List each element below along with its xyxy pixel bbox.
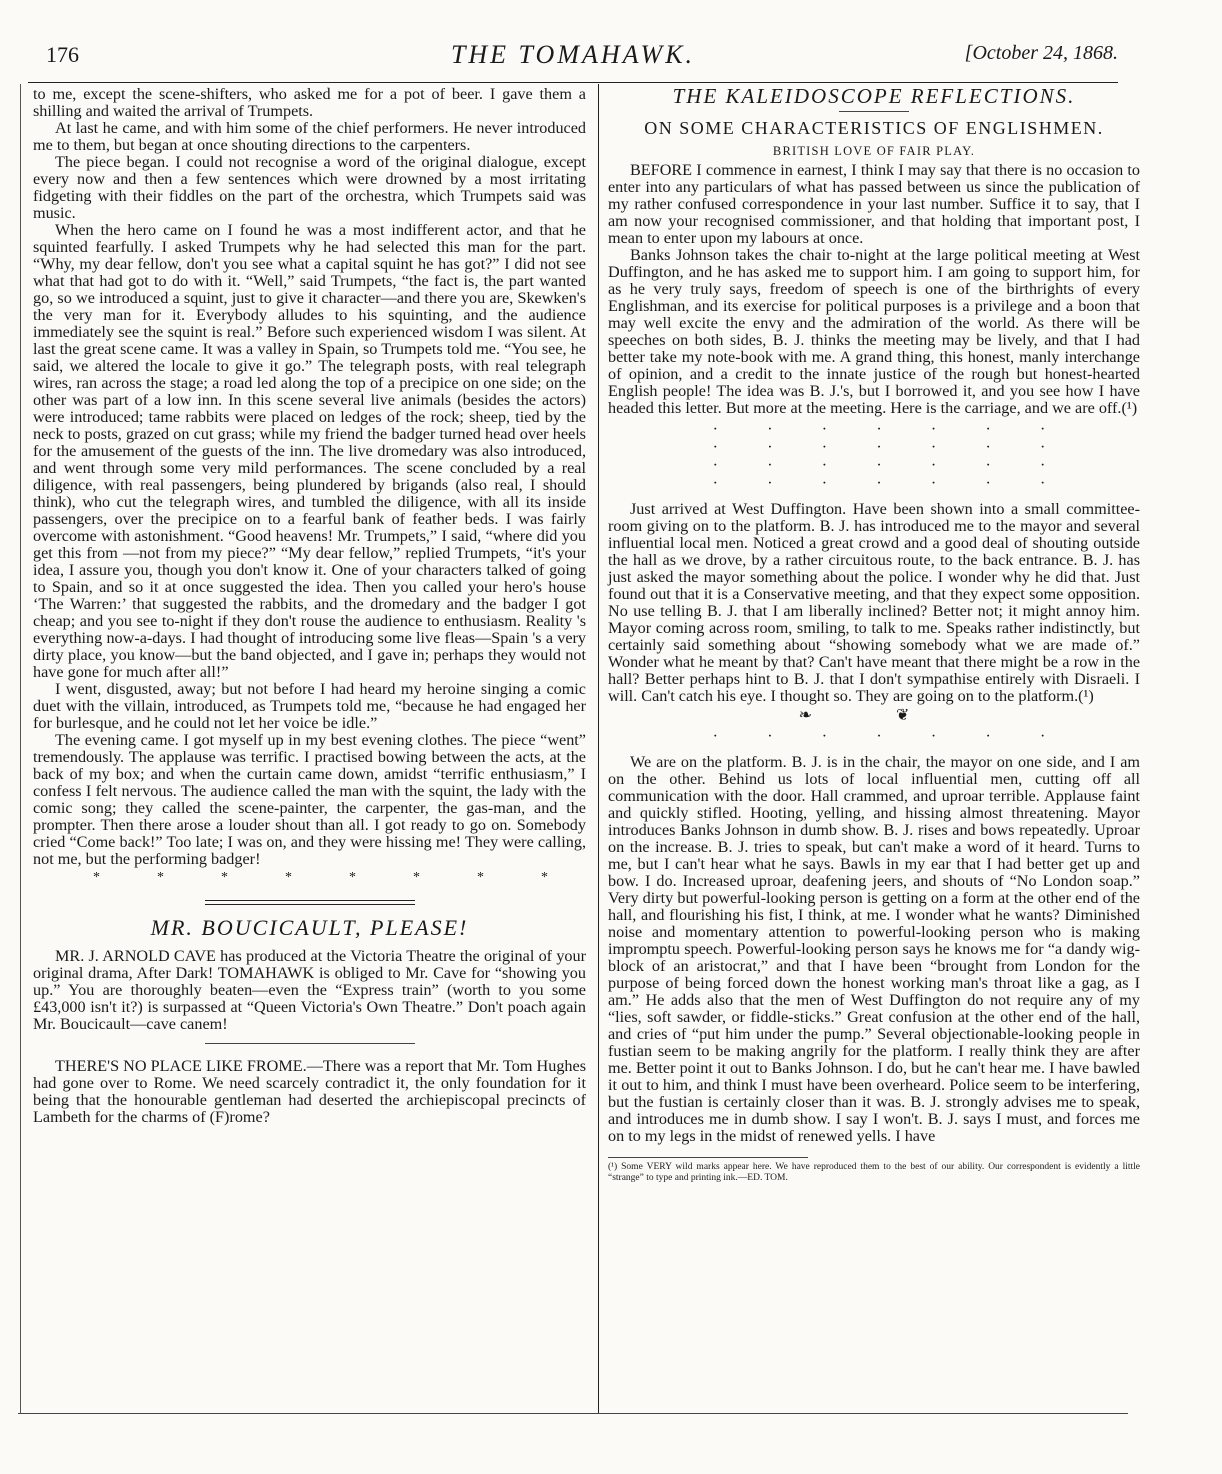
right-column bbox=[608, 86, 1140, 1184]
ornament-mark: ❧ ❦ bbox=[798, 707, 950, 724]
paragraph: Banks Johnson takes the chair to-night at the large political meeting at West Duffington, and he has asked me to support him. I am going to support him, for as he very truly says, freedom of speech is one of the birthrights of every Englishman, and its exercise for political purposes is a privilege and a boon that may well excite the envy and the admiration of the world. As there will be speeches on both sides, B. J. thinks the meeting may be lively, and that I had better take my note-book with me. A grand thing, this honest, manly interchange of opinion, and a credit to the innate justice of the rough but honest-hearted English people! The idea was B. J.'s, but I borrowed it, and you see how I have headed this letter. But more at the meeting. Here is the carriage, and we are off.(¹) bbox=[608, 246, 1140, 417]
left-column bbox=[33, 86, 586, 1126]
double-rule bbox=[205, 900, 415, 905]
paragraph: MR. J. ARNOLD CAVE has produced at the Victoria Theatre the original of your original drama, After Dark! TOMAHAWK is obliged to Mr. Cave for “showing you up.” You are thoroughly beaten—even the “Express train” (worth to you some £43,000 isn't it?) is surpassed at “Queen Victoria's Own Theatre.” Don't poach again Mr. Boucicault—cave canem! bbox=[33, 947, 586, 1033]
paragraph: The piece began. I could not recognise a word of the original dialogue, except every now and then a few sentences which were drowned by a most irritating fidgeting with their fiddles on the part of the orchestra, which Trumpets said was music. bbox=[33, 153, 586, 222]
article-subtitle: ON SOME CHARACTERISTICS OF ENGLISHMEN. bbox=[644, 118, 1104, 138]
title-rule bbox=[839, 111, 909, 112]
paragraph: At last he came, and with him some of the chief performers. He never introduced me to them, but began at once shouting directions to the carpenters. bbox=[33, 119, 586, 154]
left-edge-rule bbox=[20, 84, 21, 1414]
paragraph: to me, except the scene-shifters, who asked me for a pot of beer. I gave them a shilling and waited the arrival of Trumpets. bbox=[33, 85, 586, 120]
paragraph: Just arrived at West Duffington. Have been shown into a small committee-room giving on to the platform. B. J. has introduced me to the mayor and several influential local men. Noticed a great crowd and a good deal of shouting outside the hall as we drove, by a rather circuitous route, to the back entrance. B. J. has just asked the mayor something about the police. I wonder why he did that. Just found out that it is a Conservative meeting, and that they expect some opposition. No use telling B. J. that I am liberally inclined? Better not; it might annoy him. Mayor coming across room, smiling, to talk to me. Speaks rather indistinctly, but certainly said something about “showing somebody what we are made of.” Wonder what he meant by that? Can't have meant that there might be a row in the hall? Better perhaps hint to B. J. that I don't sympathise entirely with Disraeli. I will. Can't catch his eye. I thought so. They are going on to the platform.(¹) bbox=[608, 500, 1140, 705]
header-rule bbox=[28, 82, 1118, 83]
paragraph: I went, disgusted, away; but not before I had heard my heroine singing a comic duet with the villain, introduced, as Trumpets told me, “because he had engaged her for burlesque, and he could not let her voice be idle.” bbox=[33, 680, 586, 732]
footnote: (¹) Some VERY wild marks appear here. We have reproduced them to the best of our ability. Our correspondent is evidently a little “strange” to type and printing ink.—ED. TOM. bbox=[608, 1162, 1140, 1183]
column-divider bbox=[598, 84, 599, 1414]
paragraph: THERE'S NO PLACE LIKE FROME.—There was a report that Mr. Tom Hughes had gone over to Rome. We need scarcely contradict it, the only foundation for it being that the honourable gentleman had deserted the archiepiscopal precincts of Lambeth for the charms of (F)rome? bbox=[33, 1057, 586, 1126]
paragraph: We are on the platform. B. J. is in the chair, the mayor on one side, and I am on the other. Behind us lots of local influential men, cutting off all communication with the door. Hall crammed, and uproar terrible. Applause faint and quickly stifled. Hooting, yelling, and hissing almost threatening. Mayor introduces Banks Johnson in dumb show. B. J. rises and bows repeatedly. Uproar on the increase. B. J. tries to speak, but can't make a word of it heard. Turns to me, but I can't hear what he says. Bawls in my ear that I had better get up and bow. I do. Increased uproar, deafening jeers, and shouts of “No London soap.” Very dirty but powerful-looking person is getting on a form at the other end of the hall, and flourishing his fist, I think, at me. I wonder what he wants? Diminished noise and momentary attention to powerful-looking person who is making impromptu speech. Powerful-looking person says he knows me for “a dandy wig-block of an aristocrat,” and that I have been “brought from London for the purpose of being forced down the honest working man's throat like a gag, as I am.” He adds also that the men of West Duffington do not require any of my “lies, soft sawder, or fiddle-sticks.” Great confusion at the other end of the hall, and cries of “put him under the pump.” Several objectionable-looking people in fustian seem to be making angrily for the platform. I really think they are after me. Better point it out to Banks Johnson. I do, but he can't hear me. I have bawled it out to him, and think I must have been overheard. Police seem to be interfering, but the fustian is certainly closer than it was. B. J. strongly advises me to speak, and introduces me in dumb show. I say I won't. B. J. says I must, and forces me on to my legs in the midst of renewed yells. I have bbox=[608, 753, 1140, 1145]
issue-date: [October 24, 1868. bbox=[964, 42, 1118, 64]
article-subheading: BRITISH LOVE OF FAIR PLAY. bbox=[772, 144, 976, 158]
paragraph: The evening came. I got myself up in my best evening clothes. The piece “went” tremendously. The applause was terrific. I practised bowing between the acts, at the back of my box; and when the curtain came down, amidst “terrific enthusiasm,” I confess I felt nervous. The audience called the man with the squint, the lady with the comic song; they called the scene-painter, the carpenter, the gas-man, and the prompter. Then there arose a louder shout than all. I got ready to go on. Somebody cried “Come back!” Too late; I was on, and they were hissing me! They were calling, not me, but the performing badger! bbox=[33, 731, 586, 868]
section-title: MR. BOUCICAULT, PLEASE! bbox=[150, 915, 469, 940]
page-header bbox=[28, 30, 1118, 82]
footnote-rule bbox=[608, 1157, 808, 1158]
paragraph: BEFORE I commence in earnest, I think I may say that there is no occasion to enter into any particulars of what has passed between us since the publication of my rather confused correspondence in your last number. Suffice it to say, that I am now your recognised commissioner, and that holding that important post, I mean to enter upon my labours at once. bbox=[608, 161, 1140, 247]
newspaper-page bbox=[18, 30, 1208, 1425]
section-rule bbox=[205, 1043, 415, 1044]
paragraph: When the hero came on I found he was a most indifferent actor, and that he squinted fearfully. I asked Trumpets why he had selected this man for the part. “Why, my dear fellow, don't you see what a capital squint he has got?” I did not see what that had got to do with it. “Well,” said Trumpets, “the fact is, the part wanted go, so we introduced a squint, just to give it character—and there you are, Skewken's the very man for it. Everybody alludes to his squinting, and the audience immediately see the squint is real.” Before such experienced wisdom I was silent. At last the great scene came. It was a valley in Spain, so Trumpets told me. “You see, he said, we altered the locale to give it go.” The telegraph posts, with real telegraph wires, ran across the stage; a road led along the top of a precipice on one side; on the other was part of a low inn. In this scene several live animals (besides the actors) were introduced; tame rabbits were placed on ledges of the rock; sheep, tied by the neck to posts, grazed on cut grass; while my friend the badger turned head over heels for the amusement of the guests of the inn. The live dromedary was also introduced, and went through some very mild performances. The scene concluded by a real diligence, with real passengers, being plundered by brigands (also real, I should think), who cut the telegraph wires, and tumbled the diligence, with all its inside passengers, over the precipice on to a fearful bank of feather beds. I was fairly overcome with astonishment. “Good heavens! Mr. Trumpets,” I said, “where did you get this from —not from my piece?” “My dear fellow,” replied Trumpets, “it's your idea, I assure you, though you don't know it. One of your characters talked of going to Spain, and so it at once suggested the idea. Then you called your hero's house ‘The Warren:’ that suggested the rabbits, and the dromedary and the badger I got cheap; and you see to-night if they don't rouse the audience to enthusiasm. Reality 's everything now-a-days. I had thought of introducing some live fleas—Spain 's a very dirty place, you know—but the band objected, and I gave in; perhaps they would not have gone for much after all!” bbox=[33, 221, 586, 681]
dot-marks: · · · · · · · bbox=[712, 728, 1046, 745]
masthead-title: THE TOMAHAWK. bbox=[450, 40, 696, 69]
page-number: 176 bbox=[46, 42, 79, 67]
dot-marks: · · · · · · · · · · · · · · · · · · · · · · · · · · · · bbox=[712, 421, 1046, 492]
bottom-rule bbox=[18, 1413, 1128, 1414]
article-title: THE KALEIDOSCOPE REFLECTIONS. bbox=[672, 84, 1076, 108]
star-separator: * * * * * * * * bbox=[93, 870, 548, 885]
